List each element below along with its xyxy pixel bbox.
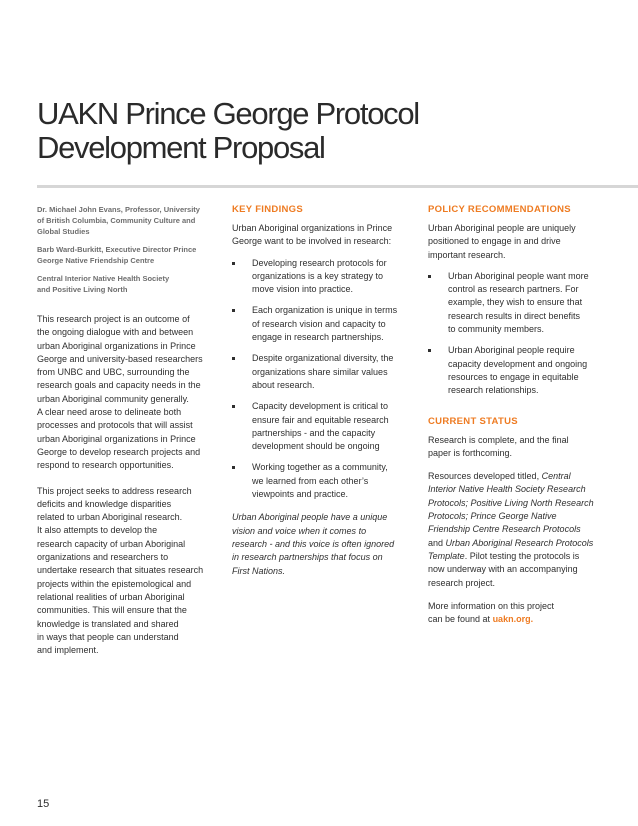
status-paragraph-1: Research is complete, and the final paper is forthcoming. xyxy=(428,434,569,458)
key-findings-list xyxy=(232,257,410,502)
bullet-icon xyxy=(232,466,235,469)
policy-list xyxy=(428,270,618,398)
bullet-icon xyxy=(232,405,235,408)
policy-heading: POLICY RECOMMENDATIONS xyxy=(428,204,571,215)
title-divider xyxy=(37,185,638,188)
title-line-1: UAKN Prince George Protocol xyxy=(37,96,419,131)
policy-intro: Urban Aboriginal people are uniquely positioned to engage in and drive important research. xyxy=(428,223,576,260)
bullet-icon xyxy=(428,275,431,278)
column-key-findings xyxy=(232,204,410,578)
status-paragraph-2: Resources developed titled, Central Interior Native Health Society Research Protocols; Positive Living North Research Protocols; Prince George Native Friendship Centre Research Protocols and Urban Aboriginal Research Protocols Template. Pilot testing the protocols is now underway with an accompanying research project. xyxy=(428,471,594,588)
intro-paragraph-2: This project seeks to address research deficits and knowledge disparities related to urban Aboriginal research. It also attempts to develop the research capacity of urban Aboriginal organizations and researchers to undertake research that situates research projects within the epistemological and relational realities of urban Aboriginal communities. This will ensure that the knowledge is translated and shared in ways that people can understand and implement. xyxy=(37,485,204,656)
key-findings-heading: KEY FINDINGS xyxy=(232,204,303,215)
more-info-paragraph: More information on this project can be found at uakn.org. xyxy=(428,600,555,625)
list-item: Developing research protocols for organizations is a key strategy to move vision into practice. xyxy=(232,257,410,297)
list-item: Capacity development is critical to ensure fair and equitable research partnerships - and the capacity development should be ongoing xyxy=(232,400,410,453)
bullet-icon xyxy=(232,357,235,360)
bullet-icon xyxy=(428,349,431,352)
key-findings-intro: Urban Aboriginal organizations in Prince George want to be involved in research: xyxy=(232,223,393,247)
author-3: Central Interior Native Health Society and Positive Living North xyxy=(37,274,170,294)
page-title xyxy=(37,97,419,165)
uakn-link[interactable]: uakn.org xyxy=(492,614,531,625)
list-item: Urban Aboriginal people want more control as research partners. For example, they wish to ensure that research results in direct benefits to community members. xyxy=(428,270,618,336)
intro-paragraph-1: This research project is an outcome of the ongoing dialogue with and between urban Aboriginal organizations in Prince George and university-based researchers from UNBC and UBC, surrounding the research goals and capacity needs in the urban Aboriginal community generally. A clear need arose to delineate both processes and protocols that will assist urban Aboriginal organizations in Prince George to develop research projects and respond to research opportunities. xyxy=(37,314,203,471)
key-findings-closing: Urban Aboriginal people have a unique vision and voice when it comes to research - and this voice is often ignored in research partnerships that focus on First Nations. xyxy=(232,512,395,576)
author-2: Barb Ward-Burkitt, Executive Director Prince George Native Friendship Centre xyxy=(37,245,197,265)
list-item: Despite organizational diversity, the organizations share similar values about research. xyxy=(232,352,410,392)
bullet-icon xyxy=(232,309,235,312)
bullet-icon xyxy=(232,262,235,265)
title-line-2: Development Proposal xyxy=(37,130,325,165)
column-policy-status xyxy=(428,204,618,626)
column-intro xyxy=(37,204,215,657)
list-item: Each organization is unique in terms of research vision and capacity to engage in research partnerships. xyxy=(232,304,410,344)
authors-block xyxy=(37,204,215,295)
status-heading: CURRENT STATUS xyxy=(428,415,518,427)
author-1: Dr. Michael John Evans, Professor, University of British Columbia, Community Culture and Global Studies xyxy=(37,205,200,236)
list-item: Urban Aboriginal people require capacity development and ongoing resources to engage in equitable research relationships. xyxy=(428,344,618,397)
list-item: Working together as a community, we learned from each other’s viewpoints and practice. xyxy=(232,461,410,501)
page-number: 15 xyxy=(37,798,50,810)
